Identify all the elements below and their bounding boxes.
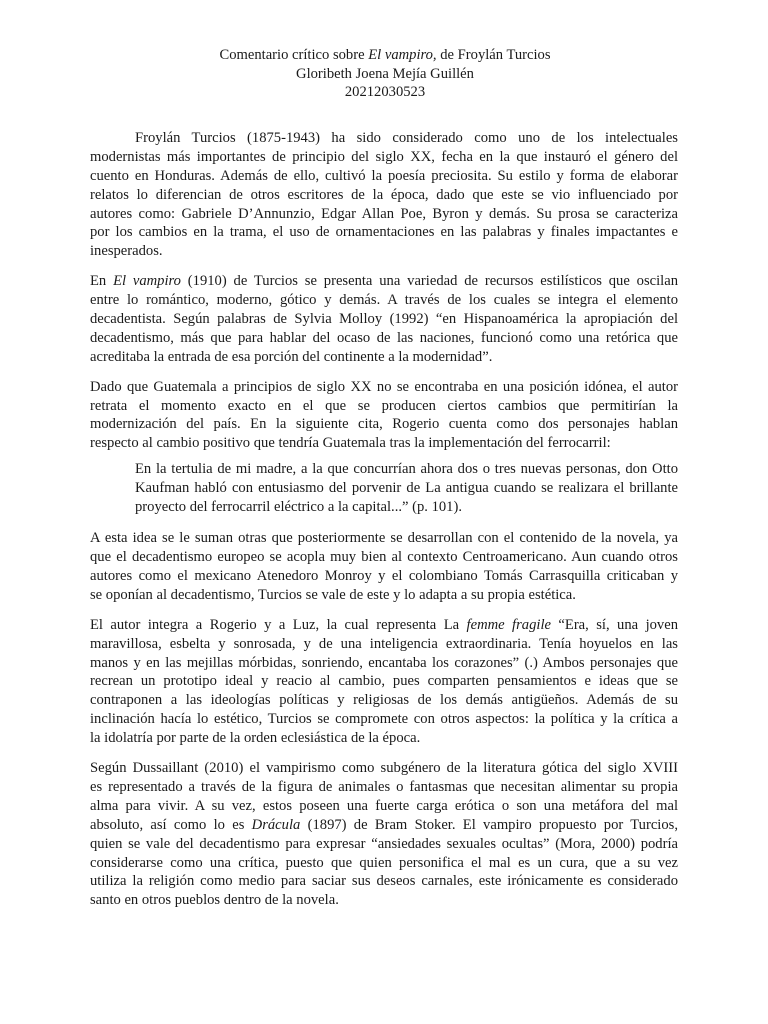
text-line: relatos lo diferencian de otros escritores de la época, dado que este se vio influenciado por bbox=[90, 186, 678, 203]
quote-line: En la tertulia de mi madre, a la que concurrían ahora dos o tres nuevas personas, don Otto bbox=[135, 461, 678, 478]
student-id: 20212030523 bbox=[344, 84, 426, 100]
quote-line: Kaufman habló con entusiasmo del porvenir de La antigua cuando se realizara el brillante bbox=[135, 480, 678, 497]
block-quote bbox=[135, 460, 678, 517]
text-fragment: En bbox=[90, 273, 114, 290]
text-fragment: El autor integra a Rogerio y a Luz, la cual representa La bbox=[90, 616, 467, 633]
text-fragment: “Era, sí, una joven bbox=[550, 616, 678, 633]
text-line: Dado que Guatemala a principios de siglo XX no se encontraba en una posición idónea, el autor bbox=[90, 378, 678, 395]
text-line: maravillosa, esbelta y sonrosada, y de una inteligencia extraordinaria. Tenía hoyuelos en las bbox=[90, 635, 678, 652]
text-line: manos y en las mejillas mórbidas, sonriendo, encantaba los corazones” (.) Ambos personajes que bbox=[90, 654, 678, 671]
text-line: santo en otros pueblos dentro de la novela. bbox=[90, 892, 339, 909]
title-work: El vampiro, bbox=[368, 47, 437, 63]
work-title-italic: El vampiro bbox=[113, 273, 181, 290]
text-line: es representado a través de la figura de animales o fantasmas que necesitan alimentar su propia bbox=[90, 778, 678, 795]
quote-line: proyecto del ferrocarril eléctrico a la capital...” (p. 101). bbox=[135, 499, 462, 516]
text-line: Froylán Turcios (1875-1943) ha sido considerado como uno de los intelectuales bbox=[135, 130, 678, 146]
femme-fragile-italic: femme fragile bbox=[466, 616, 551, 633]
text-line: inclinación hacía lo estético, Turcios se compromete con otros aspectos: la política y la crítica a bbox=[90, 711, 678, 728]
document-body bbox=[90, 129, 678, 921]
text-line: utiliza la religión como medio para saciar sus deseos carnales, este irónicamente es considerado bbox=[90, 873, 678, 890]
text-line: A esta idea se le suman otras que posteriormente se desarrollan con el contenido de la novela, ya bbox=[90, 530, 678, 547]
text-line: quien se vale del decadentismo para expresar “ansiedades sexuales ocultas” (Mora, 2000) podría bbox=[90, 835, 678, 852]
text-line: se oponían al decadentismo, Turcios se vale de este y lo adapta a su propia estética. bbox=[90, 586, 576, 603]
title-suffix: de Froylán Turcios bbox=[436, 47, 551, 63]
paragraph-4 bbox=[90, 529, 678, 605]
text-line: contraponen a las ideologías políticas y religiosas de los demás antigüeños. Además de su bbox=[90, 692, 678, 709]
paragraph-2 bbox=[90, 272, 678, 366]
text-fragment: absoluto, así como lo es bbox=[90, 816, 252, 833]
paragraph-3 bbox=[90, 378, 678, 454]
text-line: recrean un prototipo ideal y reacio al cambio, pues comparten pensamientos e ideas que se bbox=[90, 673, 678, 690]
title-prefix: Comentario crítico sobre bbox=[219, 47, 369, 63]
document-header bbox=[90, 46, 680, 102]
text-line: modernistas más importantes de principio del siglo XX, fecha en la que instauró el género del bbox=[90, 148, 678, 165]
text-line: autores como: Gabriele D’Annunzio, Edgar Allan Poe, Byron y demás. Su prosa se caracteriza bbox=[90, 205, 678, 222]
paragraph-5 bbox=[90, 616, 678, 748]
text-fragment: (1910) de Turcios se presenta una variedad de recursos estilísticos que oscilan bbox=[180, 273, 678, 290]
text-line bbox=[90, 616, 678, 635]
author-name: Gloribeth Joena Mejía Guillén bbox=[296, 65, 474, 82]
text-line: entre lo romántico, moderno, gótico y demás. A través de los cuales se integra el elemento bbox=[90, 292, 678, 309]
dracula-italic: Drácula bbox=[251, 816, 301, 833]
text-line: respecto al cambio positivo que tendría Guatemala tras la implementación del ferrocarril: bbox=[90, 435, 611, 452]
text-line: inesperados. bbox=[90, 243, 163, 260]
text-fragment: (1897) de Bram Stoker. El vampiro propuesto por Turcios, bbox=[300, 816, 678, 833]
text-line: modernización del país. En la siguiente cita, Rogerio cuenta como dos personajes hablan bbox=[90, 416, 678, 433]
text-line: que el decadentismo europeo se acopla muy bien al contexto Centroamericano. Aun cuando otros bbox=[90, 549, 678, 566]
paragraph-1 bbox=[90, 129, 678, 261]
text-line: por los cambios en la trama, el uso de ornamentaciones en las palabras y finales impactantes e bbox=[90, 224, 678, 241]
paragraph-6 bbox=[90, 759, 678, 910]
text-line: decadentismo, más que para hablar del ocaso de las naciones, funcionó como una retórica que bbox=[90, 329, 678, 346]
essay-title bbox=[90, 46, 680, 65]
text-line: decadentista. Según palabras de Sylvia Molloy (1992) “en Hispanoamérica la apropiación del bbox=[90, 311, 678, 328]
text-line: autores como el mexicano Atenedoro Monroy y el colombiano Tomás Carrasquilla criticaban y bbox=[90, 568, 678, 585]
text-line: retrata el momento exacto en el que se producen ciertos cambios que permitirían la bbox=[90, 397, 678, 414]
text-line bbox=[90, 272, 678, 291]
text-line bbox=[90, 816, 678, 835]
text-line: alma para vivir. A su vez, estos poseen una fuerte carga erótica o son una metáfora del mal bbox=[90, 797, 678, 814]
text-line: Según Dussaillant (2010) el vampirismo como subgénero de la literatura gótica del siglo XVIII bbox=[90, 760, 678, 777]
text-line: cuento en Honduras. Además de ello, cultivó la poesía preciosita. Su estilo y forma de elaborar bbox=[90, 167, 678, 184]
text-line: la idolatría por parte de la orden eclesiástica de la época. bbox=[90, 730, 421, 747]
text-line: considerarse como una crítica, puesto que quien personifica el mal es un cura, que a su vez bbox=[90, 854, 678, 871]
text-line: acreditaba la entrada de esa porción del continente a la modernidad”. bbox=[90, 348, 493, 365]
